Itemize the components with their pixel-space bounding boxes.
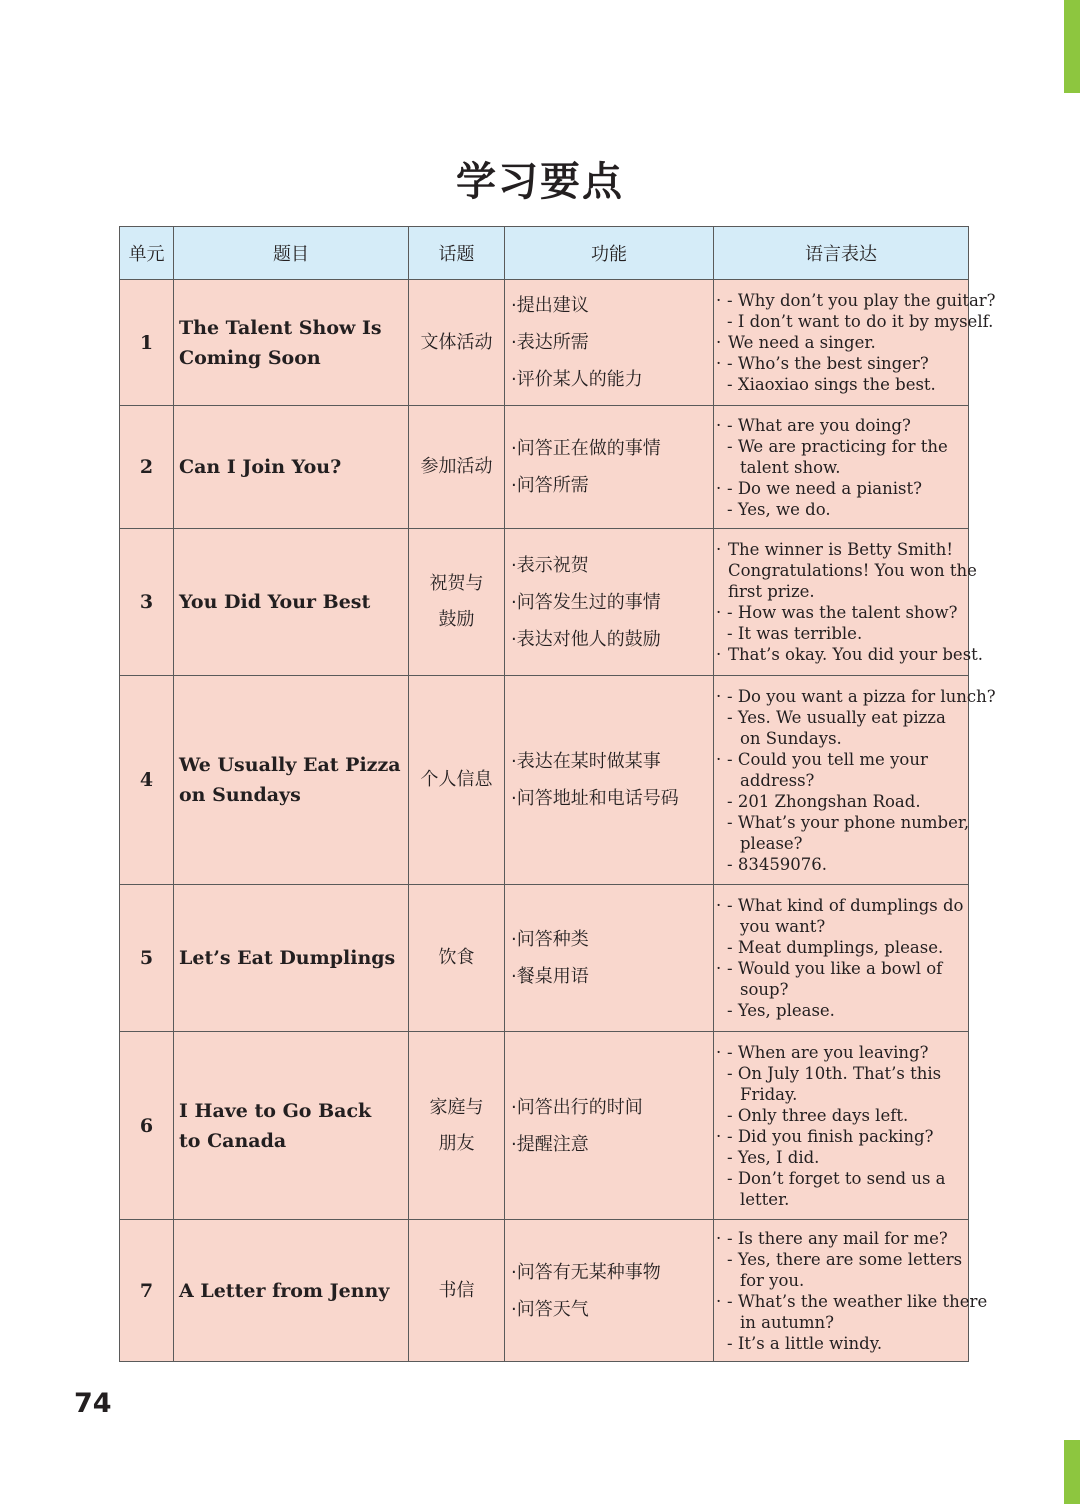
bullet-icon: · — [716, 333, 722, 352]
expression-line: first prize. — [728, 582, 815, 601]
page-edge-tab-top — [1064, 0, 1080, 93]
unit-number: 4 — [120, 676, 174, 885]
function-cell — [505, 529, 714, 676]
bullet-icon: · — [716, 1042, 722, 1062]
expression-line: in autumn? — [740, 1312, 834, 1332]
expressions-cell — [714, 406, 969, 529]
page-title: 学习要点 — [456, 159, 624, 205]
dialog-group — [716, 1291, 988, 1354]
topic-cell — [409, 1220, 505, 1362]
dialog-group — [716, 602, 968, 644]
dialog-group — [716, 1228, 968, 1291]
function-item: ·问答所需 — [511, 475, 589, 496]
page-number: 74 — [74, 1388, 112, 1419]
table-row — [120, 1032, 969, 1220]
expression-line: you want? — [740, 917, 826, 936]
dialog-group — [716, 686, 996, 749]
expression-line: - What’s the weather like there — [727, 1291, 988, 1311]
topic-line: 鼓励 — [438, 609, 475, 630]
expression-line: - What are you doing? — [727, 415, 911, 435]
function-cell — [505, 1032, 714, 1220]
function-item: ·问答出行的时间 — [511, 1096, 643, 1118]
header-title: 题目 — [174, 227, 409, 280]
topic-line: 文体活动 — [420, 331, 493, 353]
unit-number: 3 — [120, 529, 174, 676]
bullet-icon: · — [716, 1291, 722, 1311]
unit-number: 2 — [120, 406, 174, 529]
header-expressions: 语言表达 — [714, 227, 969, 280]
table-row — [120, 1220, 969, 1362]
table-header-row — [120, 227, 969, 280]
expression-line: - Only three days left. — [727, 1105, 909, 1125]
bullet-icon: · — [716, 603, 722, 622]
function-cell — [505, 1220, 714, 1362]
table-row — [120, 676, 969, 885]
topic-cell — [409, 406, 505, 529]
statement-group — [716, 644, 984, 665]
header-unit: 单元 — [120, 227, 174, 280]
page-edge-tab-bottom — [1064, 1440, 1080, 1504]
expression-line: - Yes, please. — [727, 1001, 835, 1020]
bullet-icon: · — [716, 415, 722, 435]
function-item: ·提醒注意 — [511, 1133, 589, 1155]
function-item: ·问答地址和电话号码 — [511, 788, 679, 809]
expression-line: - Xiaoxiao sings the best. — [727, 375, 936, 394]
topic-line: 家庭与 — [429, 1096, 484, 1118]
unit-title-line: The Talent Show Is — [179, 316, 382, 339]
expression-line: Friday. — [740, 1084, 798, 1104]
expression-line: please? — [740, 833, 803, 853]
unit-number: 5 — [120, 885, 174, 1032]
expression-line: - Do you want a pizza for lunch? — [727, 686, 996, 706]
expression-line: - We are practicing for the — [727, 436, 948, 456]
statement-group — [716, 332, 968, 353]
function-item: ·问答有无某种事物 — [511, 1261, 661, 1283]
expression-line: for you. — [740, 1270, 805, 1290]
expression-line: - Could you tell me your — [727, 749, 928, 769]
expression-line: - 201 Zhongshan Road. — [727, 791, 921, 811]
function-item: ·提出建议 — [511, 295, 589, 316]
unit-title-line: I Have to Go Back — [179, 1099, 372, 1122]
expression-line: letter. — [740, 1189, 790, 1209]
unit-title-line: to Canada — [179, 1129, 287, 1152]
expression-line: Congratulations! You won the — [728, 561, 977, 580]
function-item: ·评价某人的能力 — [511, 369, 643, 390]
function-item: ·表达所需 — [511, 332, 589, 353]
dialog-group — [716, 749, 968, 875]
expression-line: That’s okay. You did your best. — [728, 645, 984, 664]
expression-line: - Would you like a bowl of — [727, 959, 943, 978]
topic-cell — [409, 529, 505, 676]
expression-line: - Yes, there are some letters — [727, 1249, 963, 1269]
dialog-group — [716, 290, 996, 332]
topic-line: 个人信息 — [420, 769, 493, 790]
unit-title-cell — [174, 885, 409, 1032]
expressions-cell — [714, 280, 996, 406]
function-cell — [505, 280, 714, 406]
expressions-cell — [714, 885, 969, 1032]
function-cell — [505, 885, 714, 1032]
dialog-group — [716, 415, 968, 478]
learning-points-table — [119, 226, 996, 1362]
unit-number: 7 — [120, 1220, 174, 1362]
function-item: ·问答天气 — [511, 1298, 589, 1320]
header-topic: 话题 — [409, 227, 505, 280]
bullet-icon: · — [716, 478, 722, 498]
unit-title-line: You Did Your Best — [179, 591, 371, 613]
dialog-group — [716, 353, 968, 395]
expression-line: - How was the talent show? — [727, 603, 958, 622]
dialog-group — [716, 958, 968, 1021]
expression-line: - Do we need a pianist? — [727, 478, 922, 498]
header-function: 功能 — [505, 227, 714, 280]
function-item: ·问答正在做的事情 — [511, 438, 661, 459]
dialog-group — [716, 478, 968, 520]
dialog-group — [716, 1042, 968, 1126]
unit-title-cell — [174, 676, 409, 885]
unit-title-cell — [174, 280, 409, 406]
expression-line: - Why don’t you play the guitar? — [727, 291, 996, 310]
bullet-icon: · — [716, 959, 722, 978]
unit-number: 1 — [120, 280, 174, 406]
expression-line: The winner is Betty Smith! — [728, 540, 954, 559]
bullet-icon: · — [716, 896, 722, 915]
table-body — [120, 280, 996, 1362]
unit-title-line: Let’s Eat Dumplings — [179, 947, 396, 969]
topic-line: 书信 — [438, 1279, 475, 1301]
expression-line: address? — [740, 770, 815, 790]
topic-line: 祝贺与 — [429, 573, 484, 594]
function-item: ·表示祝贺 — [511, 554, 589, 576]
expression-line: - Yes. We usually eat pizza — [727, 707, 946, 727]
bullet-icon: · — [716, 291, 722, 310]
unit-title-line: on Sundays — [179, 784, 301, 806]
topic-line: 朋友 — [438, 1132, 475, 1154]
dialog-group — [716, 895, 968, 958]
topic-cell — [409, 1032, 505, 1220]
expression-line: - Yes, I did. — [727, 1147, 820, 1167]
expression-line: - It was terrible. — [727, 624, 863, 643]
function-item: ·表达在某时做某事 — [511, 751, 661, 772]
expression-line: - Who’s the best singer? — [727, 354, 929, 373]
bullet-icon: · — [716, 354, 722, 373]
expression-line: - Yes, we do. — [727, 499, 831, 519]
unit-title-cell — [174, 1220, 409, 1362]
table-row — [120, 406, 969, 529]
function-item: ·表达对他人的鼓励 — [511, 628, 661, 650]
function-cell — [505, 676, 714, 885]
statement-group — [716, 539, 977, 602]
expression-line: - On July 10th. That’s this — [727, 1063, 942, 1083]
function-item: ·问答种类 — [511, 929, 589, 950]
bullet-icon: · — [716, 1228, 722, 1248]
bullet-icon: · — [716, 1126, 722, 1146]
expressions-cell — [714, 529, 984, 676]
expressions-cell — [714, 1220, 988, 1362]
expression-line: - Don’t forget to send us a — [727, 1168, 946, 1188]
expression-line: - I don’t want to do it by myself. — [727, 312, 994, 331]
unit-title-cell — [174, 529, 409, 676]
bullet-icon: · — [716, 540, 722, 559]
unit-title-line: Can I Join You? — [179, 456, 342, 478]
expression-line: - Is there any mail for me? — [727, 1228, 948, 1248]
unit-title-line: We Usually Eat Pizza — [179, 754, 401, 776]
expressions-cell — [714, 676, 996, 885]
expression-line: talent show. — [740, 457, 841, 477]
bullet-icon: · — [716, 749, 722, 769]
table-row — [120, 529, 969, 676]
function-cell — [505, 406, 714, 529]
expressions-cell — [714, 1032, 969, 1220]
expression-line: soup? — [740, 980, 789, 999]
function-item: ·餐桌用语 — [511, 966, 589, 987]
unit-title-cell — [174, 406, 409, 529]
unit-title-line: Coming Soon — [179, 346, 321, 369]
bullet-icon: · — [716, 686, 722, 706]
unit-number: 6 — [120, 1032, 174, 1220]
bullet-icon: · — [716, 645, 722, 664]
function-item: ·问答发生过的事情 — [511, 591, 661, 613]
topic-cell — [409, 676, 505, 885]
topic-cell — [409, 280, 505, 406]
table-row — [120, 885, 969, 1032]
topic-line: 参加活动 — [420, 456, 493, 477]
expression-line: on Sundays. — [740, 728, 842, 748]
expression-line: We need a singer. — [728, 333, 876, 352]
expression-line: - What kind of dumplings do — [727, 896, 964, 915]
expression-line: - Meat dumplings, please. — [727, 938, 944, 957]
topic-cell — [409, 885, 505, 1032]
dialog-group — [716, 1126, 968, 1210]
expression-line: - 83459076. — [727, 854, 828, 874]
table-row — [120, 280, 969, 406]
expression-line: - What’s your phone number, — [727, 812, 970, 832]
unit-title-line: A Letter from Jenny — [179, 1279, 390, 1302]
unit-title-cell — [174, 1032, 409, 1220]
expression-line: - It’s a little windy. — [727, 1333, 883, 1353]
expression-line: - When are you leaving? — [727, 1042, 929, 1062]
topic-line: 饮食 — [438, 947, 475, 968]
expression-line: - Did you finish packing? — [727, 1126, 934, 1146]
